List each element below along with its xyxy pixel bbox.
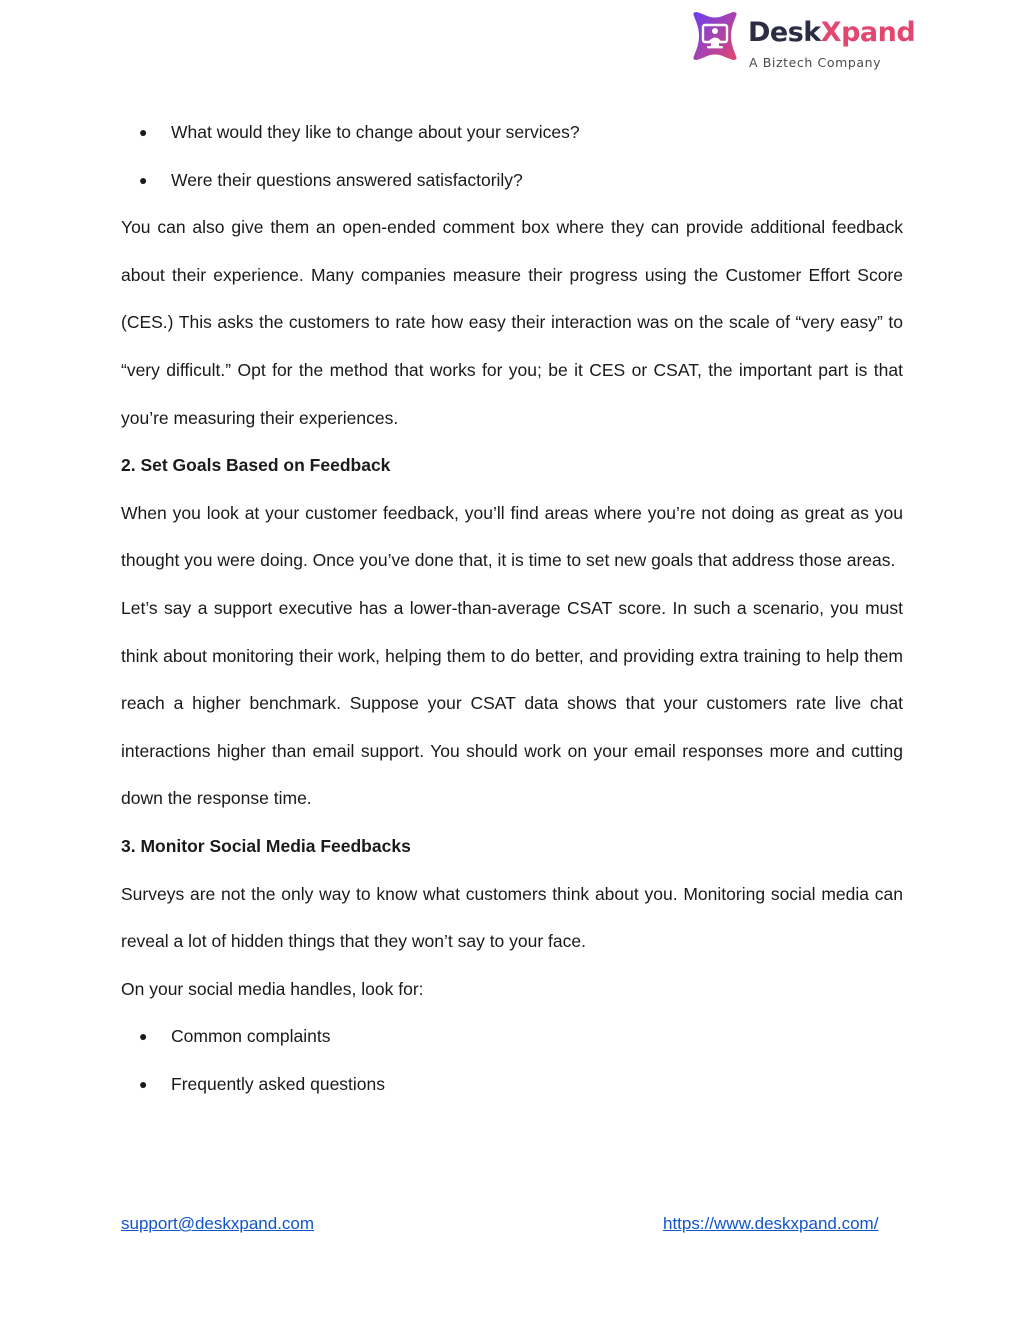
bullet-glyph: ● [139, 124, 148, 140]
paragraph-social-lookfor: On your social media handles, look for: [121, 978, 424, 999]
list-item-text: Were their questions answered satisfactorily? [171, 169, 523, 190]
list-item [121, 157, 903, 205]
list-item-text: Common complaints [171, 1026, 331, 1047]
section-heading-social-media: 3. Monitor Social Media Feedbacks [121, 835, 411, 856]
paragraph-goals-intro: When you look at your customer feedback, you’ll find areas where you’re not doing as great as you thought you were doing. Once you’ve done that, it is time to set new goals that address those areas. [121, 502, 903, 571]
paragraph-social-intro: Surveys are not the only way to know what customers think about you. Monitoring social media can reveal a lot of hidden things that they won’t say to your face. [121, 883, 903, 952]
list-item [121, 109, 903, 157]
list-item-text: What would they like to change about your services? [171, 122, 580, 142]
bullet-glyph: ● [139, 1075, 148, 1092]
logo-wordmark [748, 18, 915, 48]
paragraph-goals-example: Let’s say a support executive has a lower-than-average CSAT score. In such a scenario, you must think about monitoring their work, helping them to do better, and providing extra training to help them reach a higher benchmark. Suppose your CSAT data shows that your customers rate live chat interactions higher than email support. You should work on your email responses more and cutting down the response time. [121, 597, 903, 809]
section-heading-set-goals: 2. Set Goals Based on Feedback [121, 455, 391, 476]
document-body [121, 109, 903, 1108]
bullet-glyph: ● [139, 171, 148, 188]
logo-wordmark-xpand: Xpand [820, 17, 916, 48]
support-email-link[interactable]: support@deskxpand.com [121, 1214, 315, 1233]
monitor-person-icon [690, 10, 740, 62]
list-item-text: Frequently asked questions [171, 1073, 386, 1094]
list-item [121, 1013, 903, 1061]
logo-tagline: A Biztech Company [749, 55, 882, 70]
logo-wordmark-desk: Desk [748, 17, 821, 48]
paragraph-comment-box: You can also give them an open-ended comment box where they can provide additional feedback about their experience. Many companies measure their progress using the Customer Effort Score (CES.) This asks the customers to rate how easy their interaction was on the scale of “very easy” to “very difficult.” Opt for the method that works for you; be it CES or CSAT, the important part is that you’re measuring their experiences. [121, 217, 903, 428]
list-item [121, 1061, 903, 1109]
website-link[interactable]: https://www.deskxpand.com/ [663, 1214, 879, 1233]
deskxpand-logo [690, 10, 916, 72]
bullet-glyph: ● [139, 1028, 148, 1045]
